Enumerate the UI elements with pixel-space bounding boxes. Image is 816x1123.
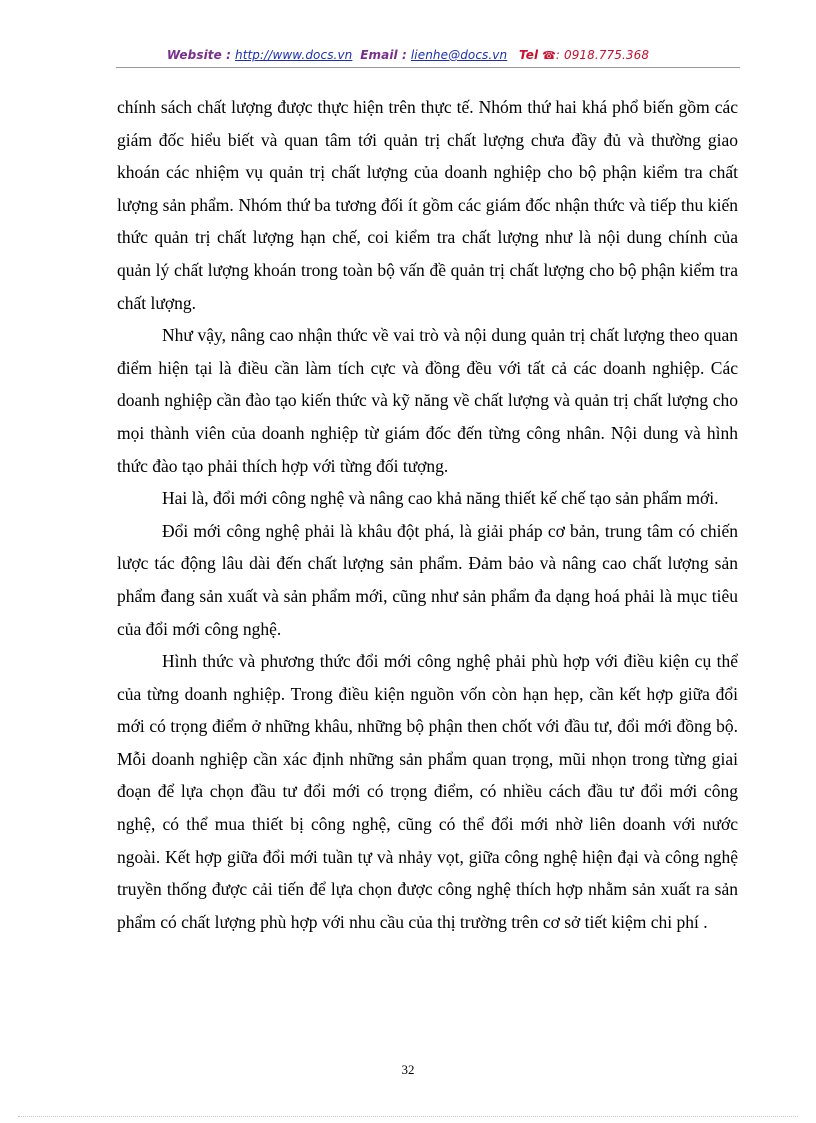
email-label: Email :: [360, 48, 407, 62]
tel-value: : 0918.775.368: [555, 48, 650, 62]
page-number: 32: [401, 1062, 415, 1077]
website-label: Website :: [166, 48, 232, 62]
paragraph: Như vậy, nâng cao nhận thức về vai trò và nội dung quản trị chất lượng theo quan điểm hiện tại là điều cần làm tích cực và đồng đều với tất cả các doanh nghiệp. Các doanh nghiệp cần đào tạo kiến thức và kỹ năng về chất lượng và quản trị chất lượng cho mọi thành viên của doanh nghiệp từ giám đốc đến từng công nhân. Nội dung và hình thức đào tạo phải thích hợp với từng đối tượng.: [117, 325, 738, 476]
tel-label: Tel: [518, 48, 539, 62]
page-bottom-border: [18, 1116, 798, 1117]
phone-icon: ☎: [542, 49, 556, 62]
document-body: [117, 91, 738, 938]
paragraph: Đổi mới công nghệ phải là khâu đột phá, là giải pháp cơ bản, trung tâm có chiến lược tác động lâu dài đến chất lượng sản phẩm. Đảm bảo và nâng cao chất lượng sản phẩm đang sản xuất và sản phẩm mới, cũng như sản phẩm đa dạng hoá phải là mục tiêu của đổi mới công nghệ.: [117, 520, 738, 639]
header-divider: [116, 67, 740, 68]
email-link[interactable]: lienhe@docs.vn: [410, 48, 508, 62]
paragraph: Hình thức và phương thức đổi mới công nghệ phải phù hợp với điều kiện cụ thể của từng doanh nghiệp. Trong điều kiện nguồn vốn còn hạn hẹp, cần kết hợp giữa đổi mới có trọng điểm ở những khâu, những bộ phận then chốt với đầu tư, đổi mới đồng bộ. Mỗi doanh nghiệp cần xác định những sản phẩm quan trọng, mũi nhọn trong từng giai đoạn để lựa chọn đầu tư đổi mới có trọng điểm, có nhiều cách đầu tư đổi mới công nghệ, có thể mua thiết bị công nghệ, cũng có thể đổi mới nhờ liên doanh với nước ngoài. Kết hợp giữa đổi mới tuần tự và nhảy vọt, giữa công nghệ hiện đại và công nghệ truyền thống được cải tiến để lựa chọn được công nghệ thích hợp nhằm sản xuất ra sản phẩm có chất lượng phù hợp với nhu cầu của thị trường trên cơ sở tiết kiệm chi phí .: [117, 651, 738, 932]
page-header: [0, 48, 816, 62]
website-link[interactable]: http://www.docs.vn: [234, 48, 353, 62]
section-heading: Hai là, đổi mới công nghệ và nâng cao khả năng thiết kế chế tạo sản phẩm mới.: [162, 488, 719, 509]
paragraph: chính sách chất lượng được thực hiện trên thực tế. Nhóm thứ hai khá phổ biến gồm các giám đốc hiểu biết và quan tâm tới quản trị chất lượng chưa đầy đủ và thường giao khoán các nhiệm vụ quản trị chất lượng của doanh nghiệp cho bộ phận kiểm tra chất lượng sản phẩm. Nhóm thứ ba tương đối ít gồm các giám đốc nhận thức và tiếp thu kiến thức quản trị chất lượng hạn chế, coi kiểm tra chất lượng như là nội dung chính của quản lý chất lượng khoán trong toàn bộ vấn đề quản trị chất lượng cho bộ phận kiểm tra chất lượng.: [117, 97, 738, 313]
